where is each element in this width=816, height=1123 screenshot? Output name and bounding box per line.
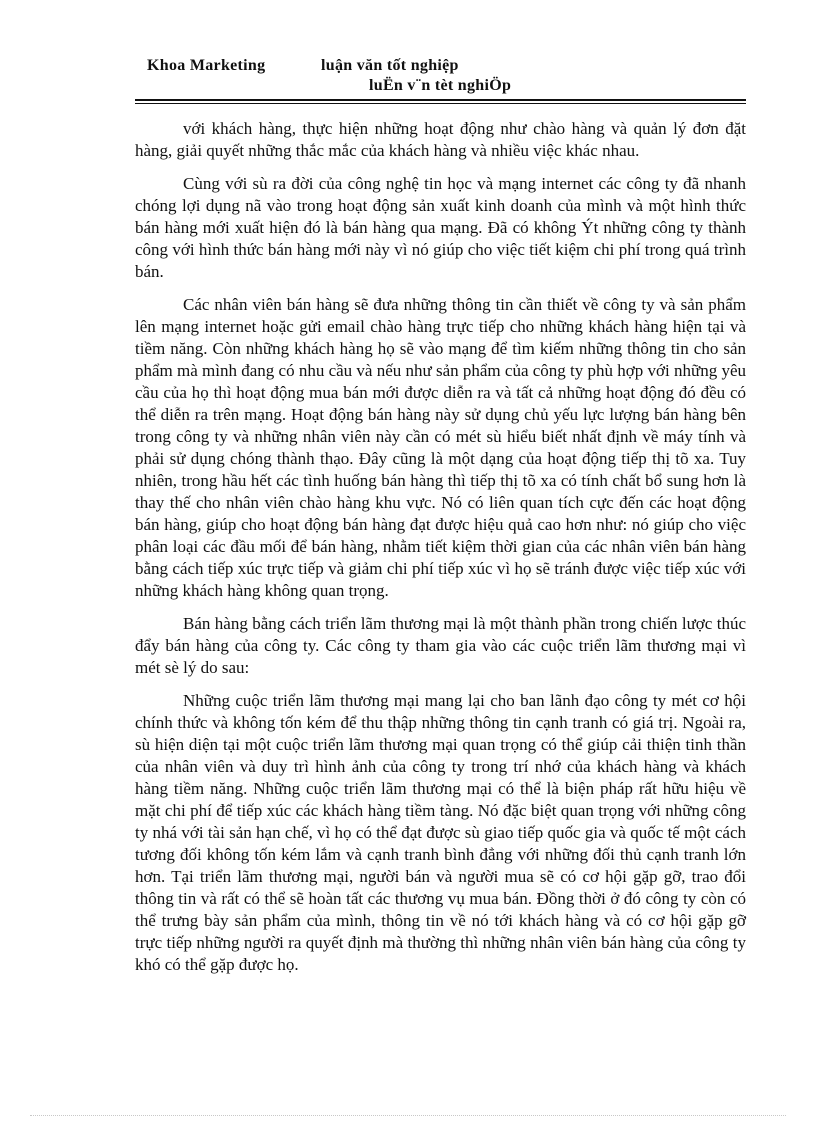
paragraph: Cùng với sù ra đời của công nghệ tin học và mạng internet các công ty đã nhanh chóng lợi dụng nã vào trong hoạt động sản xuất kinh doanh của mình và một hình thức bán hàng mới xuất hiện đó là bán hàng qua mạng. Đã có không Ýt những công ty thành công với hình thức bán hàng mới này vì nó giúp cho việc tiết kiệm chi phí trong quá trình bán. [135,174,746,281]
paragraph: với khách hàng, thực hiện những hoạt động như chào hàng và quản lý đơn đặt hàng, giải quyết những thắc mắc của khách hàng và nhiều việc khác nhau. [135,119,746,160]
paragraph: Bán hàng bằng cách triển lãm thương mại là một thành phần trong chiến lược thúc đẩy bán hàng của công ty. Các công ty tham gia vào các cuộc triển lãm thương mại vì mét sè lý do sau: [135,614,746,677]
page-header [147,57,745,97]
paragraph: Các nhân viên bán hàng sẽ đưa những thông tin cần thiết về công ty và sản phẩm lên mạng internet hoặc gửi email chào hàng trực tiếp cho những khách hàng hiện tại và tiềm năng. Còn những khách hàng họ sẽ vào mạng để tìm kiếm những thông tin cho sản phẩm mà mình đang có nhu cầu và nếu như sản phẩm của công ty phù hợp với những yêu cầu của họ thì hoạt động mua bán mới được diễn ra và tất cả những hoạt động đó đều có thể diễn ra trên mạng. Hoạt động bán hàng này sử dụng chủ yếu lực lượng bán hàng bên trong công ty và những nhân viên này cần có mét sù hiểu biết nhất định về máy tính và phải sử dụng chóng thành thạo. Đây cũng là một dạng của hoạt động tiếp thị tõ xa. Tuy nhiên, trong hầu hết các tình huống bán hàng thì tiếp thị tõ xa có tính chất bổ sung hơn là thay thế cho nhân viên chào hàng khu vực. Nó có liên quan tích cực đến các hoạt động bán hàng, giúp cho hoạt động bán hàng đạt được hiệu quả cao hơn như: nó giúp cho việc phân loại các đầu mối để bán hàng, nhằm tiết kiệm thời gian của các nhân viên bán hàng bằng cách tiếp xúc trực tiếp và giảm chi phí tiếp xúc vì họ sẽ tránh được việc tiếp xúc với những khách hàng không quan trọng. [135,295,746,600]
header-rule-thick [135,99,746,101]
paragraph: Những cuộc triển lãm thương mại mang lại cho ban lãnh đạo công ty mét cơ hội chính thức và không tốn kém để thu thập những thông tin cạnh tranh có giá trị. Ngoài ra, sù hiện diện tại một cuộc triển lãm thương mại quan trọng có thể giúp cải thiện tinh thần của nhân viên và duy trì hình ảnh của công ty trong trí nhớ của khách hàng và khách hàng tiềm năng. Những cuộc triển lãm thương mại có thể là biện pháp rất hữu hiệu về mặt chi phí để tiếp xúc các khách hàng tiềm tàng. Nó đặc biệt quan trọng với những công ty nhá với tài sản hạn chế, vì họ có thể đạt được sù giao tiếp quốc gia và quốc tế một cách tương đối không tốn kém lắm và cạnh tranh bình đẳng với những đối thủ cạnh tranh lớn hơn. Tại triển lãm thương mại, người bán và người mua sẽ có cơ hội gặp gỡ, trao đổi thông tin và rất có thể sẽ hoàn tất các thương vụ mua bán. Đồng thời ở đó công ty còn có thể trưng bày sản phẩm của mình, thông tin về nó tới khách hàng và có cơ hội gặp gỡ trực tiếp những người ra quyết định mà thường thì những nhân viên bán hàng của công ty khó có thể gặp được họ. [135,691,746,974]
header-title-garbled: luËn v¨n tèt nghiÖp [369,77,512,94]
header-rule-thin [135,103,746,104]
page-bottom-border [30,1115,786,1116]
header-department: Khoa Marketing [147,57,266,74]
body-text [135,118,746,987]
header-title: luận văn tốt nghiệp [321,57,459,74]
